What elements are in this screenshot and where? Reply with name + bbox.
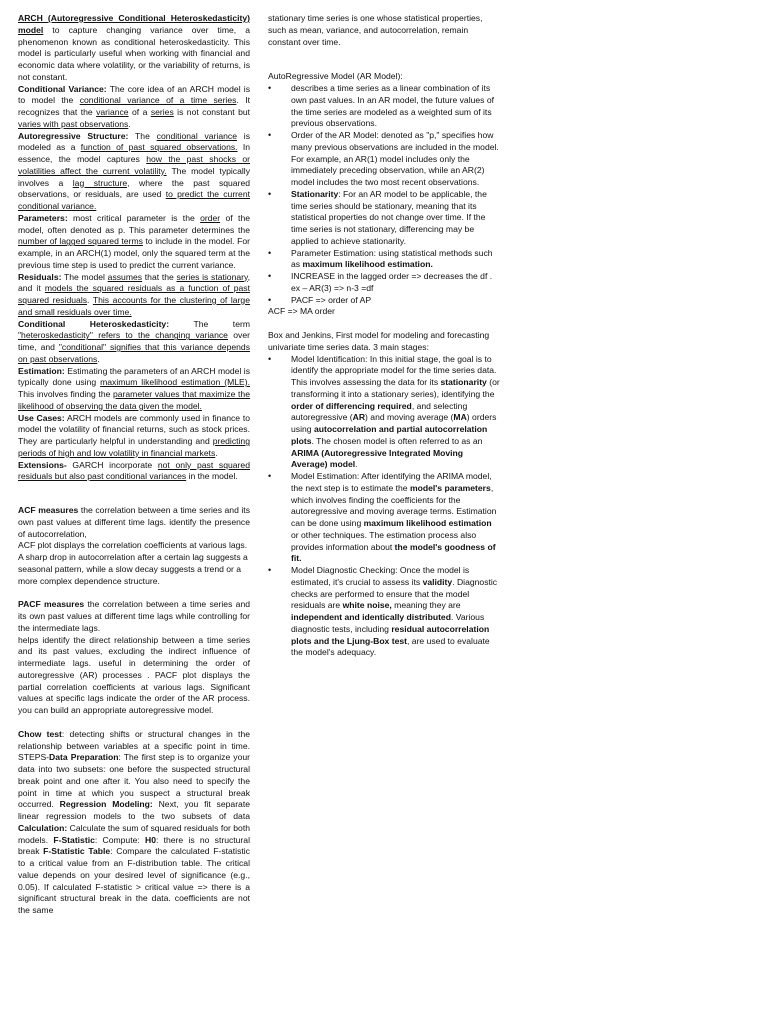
autoregressive-structure-para: Autoregressive Structure: The conditional variance is modeled as a function of past squared observations. In essence, the model captures how the past shocks or volatilities affect the current volatility. The model typically involves a lag structure, where the past squared observations, or residuals, are used to predict the current conditional variance. xyxy=(18,130,251,211)
pacf-more-para: helps identify the direct relationship between a time series and its past values, excluding the indirect influence of intermediate lags. useful in determining the order of autoregressive (AR) processes . PACF plot displays the partial correlation coefficients at various lags. Significant values at specific lags indicate the order of the AR process. you can build an appropriate autoregressive model. xyxy=(18,634,250,715)
list-item: • INCREASE in the lagged order => decreases the df . ex – AR(3) => n-3 =df xyxy=(268,271,500,295)
parameters-para: Parameters: most critical parameter is the order of the model, often denoted as p. This parameter determines the number of lagged squared terms to include in the model. For example, in an ARCH(1) model, only the squared term at the previous time step is used to predict the current variance. xyxy=(18,212,250,270)
extensions-para: Extensions- GARCH incorporate not only past squared residuals but also past conditional variances in the model. xyxy=(18,459,250,482)
box-jenkins-list xyxy=(268,354,500,660)
arch-title: ARCH (Autoregressive Conditional Heteroskedasticity) model xyxy=(18,13,250,35)
list-item: • Parameter Estimation: using statistical methods such as maximum likelihood estimation. xyxy=(268,248,500,272)
arch-intro: ARCH (Autoregressive Conditional Heteroskedasticity) model to capture changing variance over time, a phenomenon known as conditional heteroskedasticity. This model is particularly useful when working with financial and economic data where volatility, or the variability of returns, is not constant. xyxy=(18,13,250,82)
list-item: • Model Estimation: After identifying the ARIMA model, the next step is to estimate the model's parameters, which involves finding the coefficients for the autoregressive and moving average terms. Estimation can be done using maximum likelihood estimation or other techniques. The estimation process also provides information about the model's goodness of fit. xyxy=(268,471,500,565)
list-item: • PACF => order of AP xyxy=(268,295,500,307)
list-item: • describes a time series as a linear combination of its own past values. In an AR model, the future values of the time series are modeled as a weighted sum of its previous observations. xyxy=(268,83,500,130)
acf-para: ACF measures the correlation between a time series and its own past values at different time lags. identify the presence of autocorrelation, xyxy=(18,505,250,539)
ar-model-title: AutoRegressive Model (AR Model): xyxy=(268,71,403,82)
conditional-variance-para: Conditional Variance: The core idea of an ARCH model is to model the conditional variance of a time series. It recognizes that the variance of a series is not constant but varies with past observations. xyxy=(18,83,251,129)
acf-plot-para: ACF plot displays the correlation coefficients at various lags. A sharp drop in autocorrelation after a certain lag suggests a seasonal pattern, while a slow decay suggests a trend or a more complex dependence structure. xyxy=(18,540,248,586)
conditional-heteroskedasticity-para: Conditional Heteroskedasticity: The term "heteroskedasticity" refers to the changing variance over time, and "conditional" signifies that this variance depends on past observations. xyxy=(18,318,251,364)
left-column xyxy=(18,13,250,917)
box-jenkins-intro: Box and Jenkins, First model for modeling and forecasting univariate time series data. 3 main stages: xyxy=(268,330,490,352)
pacf-para: PACF measures the correlation between a time series and its own past values at different time lags while controlling for the intermediate lags. xyxy=(18,599,250,633)
list-item: • Stationarity: For an AR model to be applicable, the time series should be stationary, meaning that its statistical properties do not change over time. If the time series is not stationary, differencing may be applied to achieve stationarity. xyxy=(268,189,500,248)
use-cases-para: Use Cases: ARCH models are commonly used in finance to model the volatility of financial returns, such as stock prices. They are particularly helpful in understanding and predicting periods of high and low volatility in financial markets. xyxy=(18,412,250,458)
ar-model-list xyxy=(268,83,500,306)
list-item: • Model Diagnostic Checking: Once the model is estimated, it's crucial to assess its validity. Diagnostic checks are performed to ensure that the model residuals are white noise, meaning they are independent and identically distributed. Various diagnostic tests, including residual autocorrelation plots and the Ljung-Box test, are used to evaluate the model's adequacy. xyxy=(268,565,500,659)
residuals-para: Residuals: The model assumes that the series is stationary, and it models the squared residuals as a function of past squared residuals. This accounts for the clustering of large and small residuals over time. xyxy=(18,271,251,317)
right-column xyxy=(268,13,500,659)
list-item: • Model Identification: In this initial stage, the goal is to identify the appropriate model for the time series data. This involves assessing the data for its stationarity (or transforming it into a stationary series), identifying the order of differencing required, and selecting autoregressive (AR) and moving average (MA) orders using autocorrelation and partial autocorrelation plots. The chosen model is often referred to as an ARIMA (Autoregressive Integrated Moving Average) model. xyxy=(268,354,500,472)
estimation-para: Estimation: Estimating the parameters of an ARCH model is typically done using maximum likelihood estimation (MLE). This involves finding the parameter values that maximize the likelihood of observing the data given the model. xyxy=(18,365,250,411)
list-item: • Order of the AR Model: denoted as "p," specifies how many previous observations are included in the model. For example, an AR(1) model includes only the immediately preceding observation, while an AR(2) model includes the two most recent observations. xyxy=(268,130,500,189)
acf-ma-order: ACF => MA order xyxy=(268,306,335,317)
chow-test-para: Chow test: detecting shifts or structural changes in the relationship between variables at a specific point in time. STEPS-Data Preparation: The first step is to organize your data into two subsets: one before the suspected structural break point and one after it. You also need to specify the point in time at which you suspect a structural break occurred. Regression Modeling: Next, you fit separate linear regression models to the two subsets of data Calculation: Calculate the sum of squared residuals for both models. F-Statistic: Compute: H0: there is no structural break F-Statistic Table: Compare the calculated F-statistic to a critical value from an F-distribution table. The critical value depends on your desired level of significance (e.g., 0.05). If calculated F-statistic > critical value => there is a significant structural break in the data. coefficients are not the same xyxy=(18,728,251,915)
stationary-definition: stationary time series is one whose statistical properties, such as mean, variance, and autocorrelation, remain constant over time. xyxy=(268,13,483,47)
